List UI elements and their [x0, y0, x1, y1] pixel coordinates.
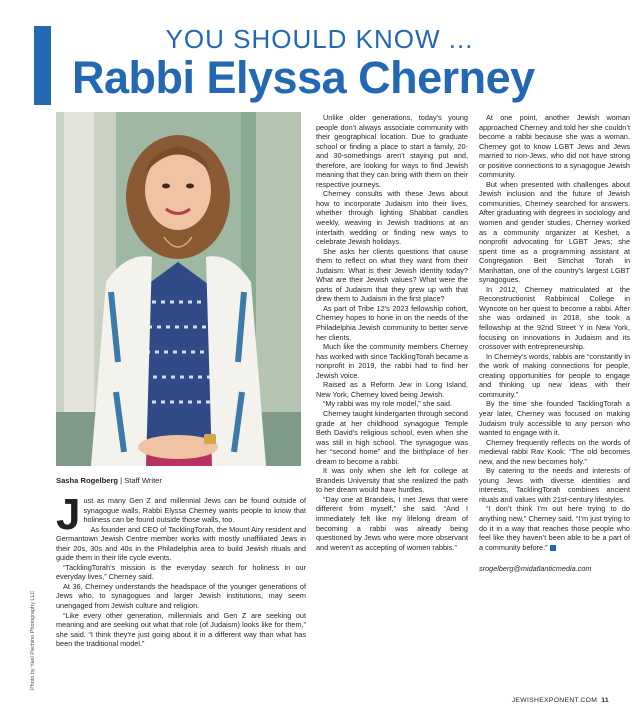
article-column-1	[56, 490, 306, 649]
end-mark-icon	[550, 545, 556, 551]
page-footer	[512, 697, 609, 704]
article-paragraph: She asks her clients questions that cause them to reflect on what they want from their Judaism: What is their Jewish identity today? What are their Jewish values? What were the parts of Judaism that they grew up with that drew them to Judaism in the first place?	[316, 246, 468, 304]
byline	[56, 476, 162, 485]
article-paragraph: Unlike older generations, today’s young people don’t always associate community with their geographical location. Due to graduate school or finding a place to start a family, 20- and 30-somethings aren’t staying put and, therefore, are looking for ways to find Jewish meaning that they can bring with them on their respective journeys.	[316, 113, 468, 189]
portrait-photo	[56, 112, 301, 466]
article-paragraph: Raised as a Reform Jew in Long Island, New York, Cherney loved being Jewish.	[316, 380, 468, 399]
article-paragraph: Cherney frequently reflects on the words of medieval rabbi Rav Kook: “The old becomes new, and the new becomes holy.”	[479, 437, 630, 466]
article-paragraph: “Day one at Brandeis, I met Jews that were different from myself,” she said. “And I immediately felt like my lifelong dream of becoming a rabbi was already being questioned by Jews who were more observant and weren’t as accepting of women rabbis.”	[316, 494, 468, 552]
article-column-2	[316, 113, 468, 552]
article-paragraph: As founder and CEO of TacklingTorah, the Mount Airy resident and Germantown Jewish Centre member works with mostly unaffiliated Jews in their 20s, 30s and 40s in the Philadelphia area to build Jewish rituals and guide them in their life cycle events.	[56, 524, 306, 563]
article-paragraph: At one point, another Jewish woman approached Cherney and told her she couldn’t become a rabbi because she was a woman. Cherney got to know LGBT Jews and Jews married to non-Jews, who did not have strong or positive connections to a synagogue Jewish community.	[479, 113, 630, 180]
author-role: | Staff Writer	[118, 476, 162, 485]
article-paragraph: “My rabbi was my role model,” she said.	[323, 399, 452, 409]
article-paragraph-final: “I don’t think I’m out here trying to do anything new,” Cherney said. “I’m just trying to do it in a way that reaches those people who feel like they haven’t been able to be a part of a community before.”	[479, 504, 630, 552]
article-paragraph: By catering to the needs and interests of young Jews with diverse identities and interests, TacklingTorah combines ancient rituals and values with 21st-century lifestyles.	[479, 466, 630, 504]
article-paragraph: “Like every other generation, millennials and Gen Z are seeking out meaning and are seeking out what that role (of Judaism) looks like for them,” she said. “I think they’re just going about it in a different way than what has been the traditional model.”	[56, 610, 306, 649]
article-paragraph: Just as many Gen Z and millennial Jews can be found outside of synagogue walls, Rabbi Elyssa Cherney wants people to know that holiness can be found outside those walls, too.	[56, 490, 306, 539]
article-paragraph: Cherney taught kindergarten through second grade at her childhood synagogue Temple Beth David’s religious school, even when she was still in high school. The synagogue was her “second home” and the birthplace of her dream to become a rabbi.	[316, 408, 468, 466]
article-paragraph: Cherney consults with these Jews about how to incorporate Judaism into their lives, whether through lighting Shabbat candles weekly, weaving in Jewish traditions at an interfaith wedding or finding new ways to celebrate Jewish holidays.	[316, 189, 468, 247]
article-paragraph: By the time she founded TacklingTorah a year later, Cherney was focused on making Judaism truly accessible to any person who wanted to engage with it.	[479, 399, 630, 438]
article-paragraph: As part of Tribe 12’s 2023 fellowship cohort, Cherney hopes to hone in on the needs of the Philadelphia Jewish community to better serve her clients.	[316, 303, 468, 342]
article-paragraph: In Cherney’s words, rabbis are “constantly in the work of making connections for people, creating opportunities for people to engage and thinking up new ideas with their community.”	[479, 351, 630, 399]
article-paragraph: At 36, Cherney understands the headspace of the younger generations of Jews who, to synagogues and larger Jewish institutions, may seem unengaged from Jewish culture and religion.	[56, 581, 306, 611]
author-name: Sasha Rogelberg	[56, 476, 119, 485]
article-paragraph: “TacklingTorah’s mission is the everyday search for holiness in our everyday lives,” Cherney said.	[56, 562, 306, 582]
page-title: Rabbi Elyssa Cherney	[72, 52, 535, 103]
author-email[interactable]: srogelberg@midatlanticmedia.com	[479, 564, 592, 574]
footer-site[interactable]: JEWISHEXPONENT.COM	[511, 697, 598, 704]
article-paragraph: But when presented with challenges about Jewish inclusion and the future of Jewish communities, Cherney searched for answers. After graduating with degrees in sociology and women and gender studies, Cherney worked as a community organizer at Keshet, a nonprofit advocating for LGBT Jews; she spent time as a programming assistant at Congregation Beit Simchat Torah in Manhattan, one of the country’s largest LGBT synagogues.	[479, 179, 630, 285]
article-paragraph: It was only when she left for college at Brandeis University that she realized the path to her dream would have hurdles.	[316, 466, 468, 495]
article-paragraph: Much like the community members Cherney has worked with since TacklingTorah became a nonprofit in 2019, the rabbi had to find her Jewish voice.	[316, 342, 468, 380]
drop-cap: J	[56, 490, 81, 539]
article-paragraph: In 2012, Cherney matriculated at the Reconstructionist Rabbinical College in Wyncote on her quest to become a rabbi. After she was ordained in 2018, she took a fellowship at the 92nd Street Y in New York, focusing on innovations in Judaism and its crossover with entrepreneurship.	[479, 284, 630, 352]
page-number: 11	[601, 697, 609, 704]
photo-credit: Photo by Yael Pachino Photography LLC	[30, 590, 36, 690]
article-column-3	[479, 113, 630, 574]
section-kicker: YOU SHOULD KNOW ...	[165, 24, 474, 54]
